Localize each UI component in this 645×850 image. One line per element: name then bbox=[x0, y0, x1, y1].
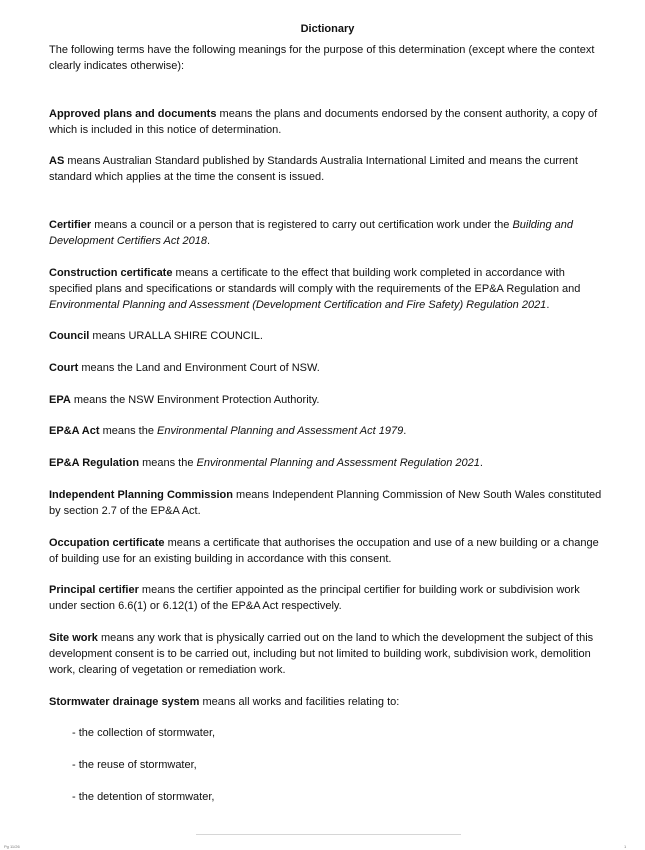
definition-text: means the bbox=[139, 457, 197, 469]
definition-text: means Australian Standard published by Standards Australia International Limited and means the current standard which applies at the time the consent is issued. bbox=[49, 155, 578, 183]
definition-text: means the NSW Environment Protection Authority. bbox=[70, 394, 320, 406]
definition-term: Court bbox=[49, 362, 79, 374]
definition-term: EP&A Regulation bbox=[49, 457, 140, 469]
definition-text: means the certifier appointed as the principal certifier for building work or subdivision work under section 6.6(1) or 6.12(1) of the EP&A Act respectively. bbox=[49, 584, 580, 612]
intro-paragraph: The following terms have the following meanings for the purpose of this determination (except where the context clearly indicates otherwise): bbox=[49, 44, 595, 72]
definition-term: EPA bbox=[49, 394, 71, 406]
footer-page-ref: Pg 11/26 bbox=[4, 844, 20, 849]
definition-construction-certificate bbox=[49, 265, 609, 313]
definition-stormwater-drainage-system bbox=[49, 694, 609, 710]
definition-text: . bbox=[403, 425, 407, 437]
definition-text: means the Land and Environment Court of NSW. bbox=[78, 362, 320, 374]
definition-term: Site work bbox=[49, 632, 98, 644]
definition-court bbox=[49, 360, 609, 376]
legislation-title: Environmental Planning and Assessment Regulation 2021 bbox=[196, 457, 480, 469]
definition-text: means the plans and documents endorsed by the consent authority, a copy of which is included in this notice of determination. bbox=[49, 108, 598, 136]
footer-page-number: 1 bbox=[624, 844, 627, 849]
definition-text: means a council or a person that is registered to carry out certification work under the bbox=[91, 219, 513, 231]
definition-term: Principal certifier bbox=[49, 584, 139, 596]
definition-text: means all works and facilities relating to: bbox=[199, 696, 400, 708]
definition-term: Independent Planning Commission bbox=[49, 489, 233, 501]
definition-text: means a certificate that authorises the occupation and use of a new building or a change of building use for an existing building in accordance with this consent. bbox=[49, 537, 599, 565]
definition-term: Approved plans and documents bbox=[49, 108, 217, 120]
definition-text: . bbox=[479, 457, 483, 469]
legislation-title: Environmental Planning and Assessment Act 1979 bbox=[157, 425, 404, 437]
definition-term: Construction certificate bbox=[49, 267, 173, 279]
definition-text: means the bbox=[99, 425, 158, 437]
definition-as bbox=[49, 153, 609, 185]
definition-text: means a certificate to the effect that building work completed in accordance with specified plans and specifications or standards will comply with the requirements of the EP&A Regulation and bbox=[49, 267, 581, 295]
definition-term: AS bbox=[49, 155, 65, 167]
definition-independent-planning-commission bbox=[49, 487, 609, 519]
definition-occupation-certificate bbox=[49, 535, 609, 567]
definition-term: Occupation certificate bbox=[49, 537, 165, 549]
page-title: Dictionary bbox=[300, 23, 355, 35]
definition-principal-certifier bbox=[49, 582, 609, 614]
definition-certifier bbox=[49, 217, 609, 249]
legislation-title: Environmental Planning and Assessment (Development Certification and Fire Safety) Regulation 2021 bbox=[49, 299, 547, 311]
definition-epa-regulation bbox=[49, 455, 609, 471]
definition-text: means Independent Planning Commission of New South Wales constituted by section 2.7 of the EP&A Act. bbox=[49, 489, 602, 517]
definition-approved-plans bbox=[49, 106, 609, 138]
legislation-title: Building and Development Certifiers Act 2018 bbox=[49, 219, 574, 247]
definition-term: EP&A Act bbox=[49, 425, 100, 437]
definition-council bbox=[49, 328, 609, 344]
definition-epa bbox=[49, 392, 609, 408]
list-item: - the collection of stormwater, bbox=[72, 727, 216, 739]
definition-site-work bbox=[49, 630, 609, 678]
definition-text: . bbox=[546, 299, 550, 311]
footer-divider bbox=[196, 834, 461, 835]
definition-text: means URALLA SHIRE COUNCIL. bbox=[89, 330, 263, 342]
list-item: - the detention of stormwater, bbox=[72, 791, 215, 803]
list-item: - the reuse of stormwater, bbox=[72, 759, 197, 771]
definition-term: Stormwater drainage system bbox=[49, 696, 200, 708]
definition-term: Certifier bbox=[49, 219, 92, 231]
definition-text: . bbox=[206, 235, 211, 247]
definition-text: means any work that is physically carried out on the land to which the development the subject of this development consent is to be carried out, including but not limited to building work, subdivision work, demolition work, clearing of vegetation or remediation work. bbox=[49, 632, 594, 676]
definition-term: Council bbox=[49, 330, 90, 342]
definition-epa-act bbox=[49, 423, 609, 439]
